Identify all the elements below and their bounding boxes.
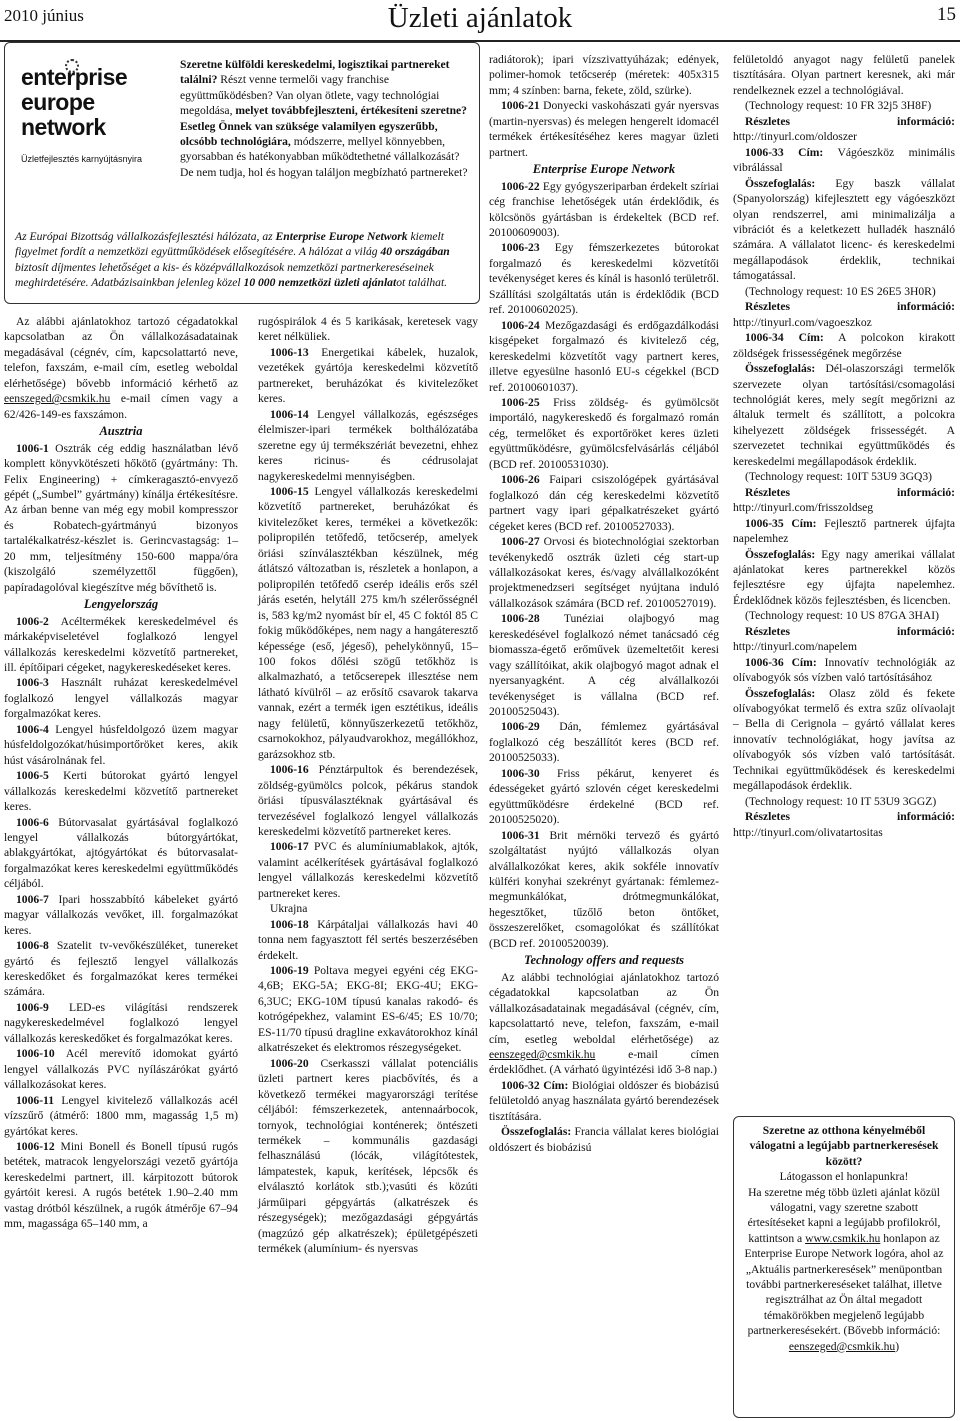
listing <box>258 407 478 484</box>
summary-text: Francia vállalat keres biológiai oldószert és biobázisú <box>489 1125 719 1154</box>
listing <box>4 1000 238 1046</box>
listing-code: 1006-21 <box>501 99 540 113</box>
info-line <box>733 114 955 145</box>
listing <box>4 892 238 938</box>
listing <box>4 722 238 768</box>
listing <box>4 815 238 892</box>
listing <box>4 1139 238 1232</box>
listing <box>4 938 238 1000</box>
section-heading-een: Enterprise Europe Network <box>532 162 676 177</box>
listing <box>258 839 478 901</box>
page-header <box>0 0 960 42</box>
info-label: Részletes információ: <box>745 114 955 128</box>
listing-text: Dán, fémlemez gyártásával foglalkozó cég beszállítót keres (BCD ref. 20100525033). <box>489 720 719 765</box>
listing <box>489 395 719 472</box>
intro-text-a: Az alábbi ajánlatokhoz tartozó cégadatokkal kapcsolatban az Ön vállalkozásadatainak megadásával (cégnév, cím, kapcsolattartó neve, telefon, faxszám, e-mail cím, esetleg weboldal elérhetősége) bővebb információ kérhető az <box>4 315 238 390</box>
tech-ref: (Technology request: 10 IT 53U9 3GGZ) <box>745 794 937 808</box>
listing-text: Kárpátaljai vállalkozás havi 40 tonna nem fagyasztott fél sertés beszerzésében érdekelt. <box>258 917 478 962</box>
listing-text: Brit mérnöki tervező és gyártó szolgáltatást nyújtó vállalkozás olyan alvállalkozókat keres, akik sokféle innovatív külféri konyhai szekrényt gyártanak: fémlemez-megmunkálókat, drótmegmunkálókat, hegesztőket, tűzőlő beton öntőket, összeszerelőket, csomagolókat és szállítókat (BCD ref. 20100520039). <box>489 828 719 950</box>
tech-intro-a: Az alábbi technológiai ajánlatokhoz tartozó cégadatokkal kapcsolatban az Ön vállalkozásadatainak megadásával (cégnév, cím, kapcsolattartó neve, telefon, faxszám, e-mail cím, esetleg weboldal elérhetősége) az <box>489 970 719 1046</box>
logo-tagline: Üzletfejlesztés karnyújtásnyira <box>21 154 143 164</box>
logo-line-3: network <box>21 114 106 140</box>
listing <box>258 762 478 839</box>
tech-ref: (Technology request: 10 FR 32j5 3H8F) <box>745 99 932 113</box>
logo-line-1: enterprise <box>21 64 128 90</box>
listing <box>4 1093 238 1139</box>
listing <box>489 240 719 317</box>
listing-title: Vágóeszköz minimális vibrálással <box>733 145 955 175</box>
listing <box>258 484 478 762</box>
listing-code: 1006-34 <box>745 331 784 345</box>
listing-continued: radiátorok); ipari vízszivattyúházak; edények, polimer-homok tetőcserép (méretek: 405x315 mm; 4 színben: barna, fekete, zöld, szürke). <box>489 53 719 97</box>
listing-code: 1006-1 <box>16 441 49 455</box>
listing-code: 1006-22 <box>501 179 540 193</box>
info-label: Részletes információ: <box>745 624 955 638</box>
page-title: Üzleti ajánlatok <box>387 2 573 34</box>
summary-label: Összefoglalás: <box>745 686 816 700</box>
info-label: Részletes információ: <box>745 485 955 499</box>
listing-text: Mini Bonell és Bonell típusú rugós betétek, matracok lengyelországi vezető gyártója kereskedelmi partnert, ill. kárpitozott bútorok gyártóit keresi. A rugós betétek 1.90–2.40 mm vastag drótból készülnek, a rugók átmérője 67–94 mm, magassága 65–140 mm, a <box>4 1140 238 1231</box>
listing-text: Friss zöldség- és gyümölcsöt importáló, nagykereskedő és forgalmazó román cég, termelőket és exportőröket keres üzleti együttműködésre, gyümölcsfelvásárlás céljából (BCD ref. 20100531030). <box>489 395 719 471</box>
listing-title: Biológiai oldószer és biobázisú felületoldó anyag használata gyártó berendezések tisztítására. <box>489 1078 720 1123</box>
listing-text: Orvosi és biotechnológiai szektorban tevékenykedő osztrák üzleti cég start-up vállalkozásokat keres, és/vagy alvállalkozóként projektmenedzseri segítséget nyújtana induló vállalkozások számára (BCD ref. 20100527019). <box>489 535 719 610</box>
listing-code: 1006-11 <box>16 1093 55 1107</box>
listing-code: 1006-12 <box>16 1140 55 1154</box>
page-number: 15 <box>937 4 956 25</box>
listing-code: 1006-32 <box>501 1078 540 1092</box>
listing-title: Innovatív technológiák az olívabogyók sós vízben való tartósításához <box>733 655 955 685</box>
listing <box>4 768 238 814</box>
column-4 <box>733 52 955 840</box>
tech-ref: (Technology request: 10IT 53U9 3GQ3) <box>745 470 933 484</box>
website-promo-box <box>733 1116 955 1418</box>
email-link[interactable]: eenszeged@csmkik.hu <box>788 1339 896 1353</box>
issue-date: 2010 június <box>4 6 84 25</box>
title-label: Cím: <box>791 516 817 530</box>
tech-summary <box>733 547 955 609</box>
star-ring-icon <box>65 59 79 73</box>
listing-code: 1006-35 <box>745 516 784 530</box>
title-label: Cím: <box>798 145 824 159</box>
listing-text: Egy gyógyszeriparban érdekelt szíriai cég franchise lehetőségek után érdeklődik, és kölcsönös gyártásban is érdekeltek (BCD ref. 20100609003). <box>489 179 719 239</box>
intro-paragraph <box>4 314 238 422</box>
intro-e: Esetleg Önnek van szüksége valamilyen egyszerűbb, olcsóbb technológiára, <box>180 119 438 149</box>
listing <box>258 345 478 407</box>
listing <box>489 472 719 534</box>
intro-text-b: e-mail címen vagy a 62/426-149-es faxszámon. <box>4 392 238 421</box>
listing-code: 1006-4 <box>16 722 49 736</box>
listing <box>258 963 478 1056</box>
listing-text: Osztrák cég eddig használatban lévő komplett könyvkötészeti hőkötő (gyártmány: Th. Felix Engineering) + címkeragasztó-envyező gépét („Sumbel” gyártmány) kínálja értékesítésre. Az árban benne van még egy mobil kompresszor és Robatech-gyártmányú bizonyos tartalékalkatrész-készlet is. Gerincvastagság: 1–20 mm, teljesítmény 150-600 mappa/óra (kiszolgáló személyzettől függően), papíradagolóval kiegészítve még bővíthető is. <box>4 441 238 594</box>
listing-text: Szatelit tv-vevőkészüléket, tunereket gyártó és fejlesztő lengyel vállalkozás kereskedőket és forgalmazókat keres termékei számára. <box>4 939 238 999</box>
logo-line-2: europe <box>21 89 95 115</box>
listing <box>258 1056 478 1257</box>
promo-headline-b: a legújabb partnerkeresések között? <box>798 1139 939 1168</box>
desc-d: 40 országában <box>380 245 450 259</box>
summary-text: Egy nagy amerikai vállalat ajánlatokat keres partnerekkel közös fejlesztésre egy újfajta napelemhez. Érdeklődnek közös fejlesztésben, és licencben. <box>733 547 955 607</box>
listing-code: 1006-20 <box>270 1056 309 1070</box>
tech-listing <box>733 655 955 686</box>
promo-headline-a: Szeretne az otthona kényelméből válogatni <box>749 1124 926 1153</box>
listing-code: 1006-3 <box>16 676 49 690</box>
summary-label: Összefoglalás: <box>501 1125 572 1139</box>
listing <box>4 614 238 676</box>
listing-text: Energetikai kábelek, huzalok, vezetékek gyártója kereskedelmi közvetítő partnereket, beruházókat és kivitelezőket keres. <box>258 345 478 406</box>
listing-code: 1006-8 <box>16 939 49 953</box>
listing-code: 1006-24 <box>501 318 540 332</box>
listing-text: Mezőgazdasági és erdőgazdálkodási kisgépeket forgalmazó és kivitelező cég, kereskedelmi közvetítőt vagy partnert keres, illetve egyesülne hasonló EU-s cégekkel (BCD ref. 20100601037). <box>489 318 719 394</box>
desc-c: kiemelt figyelmet fordít a nemzetközi együttműködések elősegítésére. A hálózat a világ <box>15 230 444 259</box>
listing-text: Lengyel vállalkozás, egészséges élelmiszer-ipari termékek bolthálózatába szeretne egy új termékszériát bevezetni, ehhez keres ricinus- és cédrusolajat nagykereskedelmi mennyiségben. <box>258 407 478 483</box>
listing-text: Használt ruházat kereskedelmével foglalkozó lengyel vállalkozás magyar forgalmazókat keres. <box>4 676 238 721</box>
desc-e: biztosít díjmentes lehetőséget a kis- és középvállalkozások nemzetközi partnerkereséseinek meghirdetésére. Adatbázisainkban jelenleg közel <box>15 260 434 290</box>
listing-text: Lengyel kivitelező vállalkozás acél vízszűrő (átmérő: 1800 mm, magasság 1,5 m) gyártókat keres. <box>4 1093 238 1138</box>
listing <box>4 675 238 721</box>
listing-code: 1006-23 <box>501 241 540 255</box>
email-link[interactable]: eenszeged@csmkik.hu <box>4 392 111 406</box>
promo-text-b: honlapon az Enterprise Europe Network logóra, ahol az „Aktuális partnerkeresések” menüpontban további partnerkereséseket találhat, illetve regisztrálhat az Ön által megadott témakörökben megjelenő legújabb partnerkeresésekért. (Bővebb információ: <box>744 1231 944 1338</box>
listing <box>489 534 719 611</box>
listing-code: 1006-25 <box>501 395 540 409</box>
section-heading-technology: Technology offers and requests <box>523 953 685 968</box>
promo-cta: Látogasson el honlapunkra! <box>779 1170 909 1184</box>
email-link[interactable]: eenszeged@csmkik.hu <box>489 1048 596 1061</box>
listing-code: 1006-30 <box>501 766 540 780</box>
desc-f: 10 000 nemzetközi üzleti ajánlat <box>243 276 397 290</box>
info-link[interactable]: http://tinyurl.com/oldoszer <box>733 130 857 144</box>
listing-text: Cserkasszi vállalat potenciális üzleti partnert keres piacbővítés, és a következő termékei magyarországi terítése céljából: fémszerkezetek, antennaárbocok, tornyok, technológiai konténerek; öntészeti termékek – kommunális gazdasági felhasználású (lócák, világítótestek, lámpatestek, kapuk, kerítések, lépcsők és elválasztó korlátok stb.);vasúti és közúti járműipari gépgyártás (alkatrészek és részegységek); mezőgazdasági gépgyártás (magzúzó gép alkatrészek); épületgépészeti termékek (alumínium- és nyersvas <box>258 1056 478 1256</box>
info-link[interactable]: http://tinyurl.com/olivatartositas <box>733 825 883 839</box>
intro-c: Van olyan ötlete, vagy technológiai megoldása, <box>180 88 440 118</box>
listing <box>258 917 478 963</box>
listing-text: Kerti bútorokat gyártó lengyel vállalkozás kereskedelmi közvetítő partnereket keres. <box>4 769 238 814</box>
listing-text: Donyecki vaskohászati gyár nyersvas (martin-nyersvas) és melegen hengerelt idomacél termékek értékesítéséhez keres magyar üzleti partnert. <box>489 99 719 159</box>
listing-code: 1006-18 <box>270 917 309 931</box>
listing-text: Acéltermékek kereskedelmével és márkaképviseletével foglalkozó lengyel vállalkozás kereskedelmi közvetítő partnereket, ill. építőipari cégeket, nagykereskedéseket keres. <box>4 614 238 674</box>
summary-continued: felületoldó anyagot nagy felületű panelek tisztítására. Olyan partnert keresnek, aki már rendelkeznek ezzel a technológiával. <box>733 53 955 97</box>
desc-b: Enterprise Europe Network <box>275 230 408 243</box>
title-label: Cím: <box>791 655 817 669</box>
listing-code: 1006-5 <box>16 769 49 783</box>
listing-code: 1006-31 <box>501 828 540 842</box>
tech-intro-b: e-mail címen érdeklődhet. (A várható ügyintézési idő 3-8 nap.) <box>489 1048 719 1077</box>
listing-code: 1006-29 <box>501 720 540 734</box>
listing <box>489 98 719 160</box>
listing-title: Fejlesztő partnerek újfajta napelemhez <box>733 516 955 546</box>
column-3 <box>489 52 719 1155</box>
summary-text: Olasz zöld és fekete olívabogyókat termelő és extra szűz olívaolajt – Bella di Cerignola – gyártó vállalat keres innovatív technológiákat, hogy javítsa az olívabogyók sós vízben való tartósítását. Technikai együttműködések és kereskedelmi megállapodások érdeklik. <box>733 686 956 793</box>
listing-text: Lengyel húsfeldolgozó üzem magyar húsfeldolgozókat/húsimportőröket keres, akik húst vásárolnának fel. <box>4 722 238 767</box>
info-label: Részletes információ: <box>745 300 955 314</box>
listing <box>489 719 719 765</box>
listing-text: Ipari hosszabbító kábeleket gyártó magyar vállalkozás vevőket, ill. forgalmazókat keres. <box>4 892 238 937</box>
desc-a: Az Európai Bizottság vállalkozásfejlesztési hálózata, az <box>15 230 273 243</box>
section-heading-austria: Ausztria <box>99 424 143 439</box>
listing <box>4 1046 238 1092</box>
tech-ref: (Technology request: 10 US 87GA 3HAI) <box>745 609 939 623</box>
listing <box>489 611 719 719</box>
listing <box>489 179 719 241</box>
intro-f: módszerre, mellyel könnyebben, gyorsabban és hatékonyabban működtethetné vállalkozását? <box>180 135 460 164</box>
tech-summary <box>489 1124 719 1155</box>
listing-code: 1006-2 <box>16 614 49 628</box>
listing-text: Tunéziai olajbogyó mag kereskedésével foglalkozó német tanácsadó cég biomassza-égető erőművek üzemeltetőit keresi vagy szállítóikat, akik olajbogyó magot adnak el nyersanyagként. A cég alvállalkozói tevékenységet is vállalna (BCD ref. 20100525043). <box>489 612 719 719</box>
listing <box>4 441 238 596</box>
listing-text: Poltava megyei egyéni cég EKG-4,6B; EKG-5A; EKG-8I; EKG-4U; EKG-6,3UC; EKG-10M típusú kanalas rakodó- és kotrógépekhez, valamint ES-6/45; ES 10/70; ES-11/70 típusú dragline exkavátorokhoz kínál alkatrészeket és elektromos részegységeket. <box>258 964 478 1055</box>
listing-code: 1006-17 <box>270 840 309 854</box>
listing <box>489 766 719 828</box>
listing <box>489 318 719 395</box>
listing-text: Bútorvasalat gyártásával foglalkozó lengyel vállalkozás bútorgyártókat, ablakgyártókat, ajtógyártókat és bútorvasalat-forgalmazókat keres kereskedelmi együttműködés céljából. <box>4 815 238 891</box>
tech-summary <box>733 686 955 794</box>
intro-g: De nem tudja, hol és hogyan találjon megbízható partnereket? <box>180 165 468 179</box>
listing-code: 1006-26 <box>501 473 540 487</box>
listing-text: Acél merevítő idomokat gyártó lengyel vállalkozás PVC nyílászárókat gyártó vállalkozásokat keres. <box>4 1047 238 1092</box>
listing-code: 1006-19 <box>270 964 309 978</box>
tech-listing <box>733 330 955 361</box>
title-label: Cím: <box>798 331 824 345</box>
promo-text-a: Ha szeretne még több üzleti ajánlat közül válogatni, vagy szeretne szabott értesítéseket kapni a legújabb profilokról, kattintson a <box>747 1185 941 1245</box>
listing-code: 1006-28 <box>501 612 540 626</box>
tech-listing <box>489 1078 719 1124</box>
listing-text: Faipari csiszológépek gyártásával foglalkozó dán cég kereskedelmi közvetítő partnert vagy ipari gépalkatrészeket gyártó cégeket keres (BCD ref. 20100527033). <box>489 473 719 533</box>
info-line <box>733 299 955 330</box>
listing-code: 1006-9 <box>16 1000 49 1014</box>
listing-text: Friss pékárut, kenyeret és édességeket gyártó szlovén céget kereskedelmi együttműködésre érdekelné (BCD ref. 20100525020). <box>489 766 719 827</box>
section-heading-ukraine: Ukrajna <box>270 902 308 916</box>
info-label: Részletes információ: <box>745 810 955 824</box>
listing-continued: rugóspirálok 4 és 5 karikásak, keretesek vagy keret nélküliek. <box>258 315 478 344</box>
tech-summary <box>733 361 955 469</box>
tech-listing <box>733 145 955 176</box>
desc-g: ot találhat. <box>396 276 448 290</box>
summary-label: Összefoglalás: <box>745 547 816 561</box>
listing-code: 1006-16 <box>270 763 309 777</box>
listing-code: 1006-13 <box>270 345 309 359</box>
listing-text: Pénztárpultok és berendezések, zöldség-gyümölcs polcok, pékárus standok öriási típusválasztéknak gyártásával és tervezésével foglalkozó lengyel vállalkozás kereskedelmi közvetítő partnereket keres. <box>258 763 478 838</box>
listing-title: A polcokon kirakott zöldségek frissességének megőrzése <box>733 331 955 360</box>
intro-questions <box>180 57 468 180</box>
info-line <box>733 624 955 655</box>
title-label: Cím: <box>543 1078 569 1092</box>
een-logo <box>21 65 161 164</box>
listing-code: 1006-6 <box>16 815 49 829</box>
intro-a: Szeretne külföldi kereskedelmi, logisztikai partnereket találni? <box>180 58 450 87</box>
listing-code: 1006-15 <box>270 484 309 498</box>
listing-code: 1006-36 <box>745 655 784 669</box>
listing <box>489 828 719 952</box>
column-1 <box>4 314 238 1232</box>
summary-text: Dél-olaszországi termelők szervezete olyan tartósítási/csomagolási technológiát keres, mely segít megőrizni az általuk termelt és szállított, a polcokra kihelyezett zöldségek frissességét. A szervezetet technikai együttműködés és kereskedelmi megállapodások érdeklik. <box>733 362 955 468</box>
intro-box <box>4 42 480 304</box>
tech-ref: (Technology request: 10 ES 26E5 3H0R) <box>745 284 936 298</box>
listing-code: 1006-7 <box>16 892 49 906</box>
listing-code: 1006-14 <box>270 407 309 421</box>
section-heading-poland: Lengyelország <box>83 597 159 612</box>
listing-text: LED-es világítási rendszerek nagykereskedelmével foglalkozó lengyel vállalkozás kereskedőket és forgalmazókat keres. <box>4 1000 238 1045</box>
network-description <box>15 229 471 291</box>
summary-text: Egy baszk vállalat (Spanyolország) kifejlesztett egy vágóeszközt olyan rendszerrel, ami minimalizálja a vibrációt és a keletkezett hulladék használó számára. A vállalatot licenc- és kereskedelmi megállapodások érdeklik, technikai támogatással. <box>733 176 955 283</box>
summary-label: Összefoglalás: <box>745 362 816 376</box>
listing-code: 1006-10 <box>16 1047 55 1061</box>
listing-text: Lengyel vállalkozás kereskedelmi közvetítő partnereket, beruházókat és kivitelezőket keres, termékei a következők: polipropilén tetőfedő, tetőcserép, amelyek öriási színválasztékban készülnek, még átlátszó változatban is, részletek a honlapon, a polipropilén tetőfedő cserép ideális erős szél járás esetén, helytáll 275 km/h szélerősségnél is, 583 kg/m2 nyomást bír el, 45 C foktól 85 C fokig működőképes, nem nagy a hangáteresztő képessége (eső, jégeső), pehelykönnyű, 15–100 fokos dőlési szögű tetőkhöz is alkalmazható, a tetőcserepek illesztése nem látható kívülről – az erősítő csavarok takarva vannak, ezért a termék igen esztétikus, ideális nagy felületű, könnyűszerkezetű tetőkhöz, csarnokokhoz, pályaudvarokhoz, megállókhoz, garázsokhoz stb. <box>258 484 478 761</box>
tech-listing <box>733 516 955 547</box>
website-link[interactable]: www.csmkik.hu <box>805 1231 881 1245</box>
info-line <box>733 809 955 840</box>
summary-label: Összefoglalás: <box>745 176 816 190</box>
tech-summary <box>733 176 955 284</box>
listing-text: Egy fémszerkezetes bútorokat forgalmazó és kereskedelmi közvetítői tevékenységet keres és kínál is hasonló területről. Szállítási szolgáltatás után is érdeklődik (BCD ref. 20100602025). <box>489 241 719 317</box>
info-link[interactable]: http://tinyurl.com/vagoeszkoz <box>733 315 872 329</box>
listing-code: 1006-33 <box>745 145 784 159</box>
listing-code: 1006-27 <box>501 535 540 549</box>
info-link[interactable]: http://tinyurl.com/napelem <box>733 640 857 654</box>
column-2 <box>258 314 478 1257</box>
listing-text: PVC és alumíniumablakok, ajtók, valamint acélkerítések gyártásával foglalkozó lengyel vállalkozás kereskedelmi közvetítő partnereket keres. <box>258 840 478 900</box>
intro-d: melyet továbbfejleszteni, értékesíteni szeretne? <box>235 104 467 118</box>
info-link[interactable]: http://tinyurl.com/frisszoldseg <box>733 501 874 515</box>
tech-intro <box>489 970 719 1078</box>
info-line <box>733 485 955 516</box>
intro-b: Részt venne termelői vagy franchise együttműködésben? <box>180 73 389 102</box>
promo-close-paren: ) <box>895 1339 900 1353</box>
